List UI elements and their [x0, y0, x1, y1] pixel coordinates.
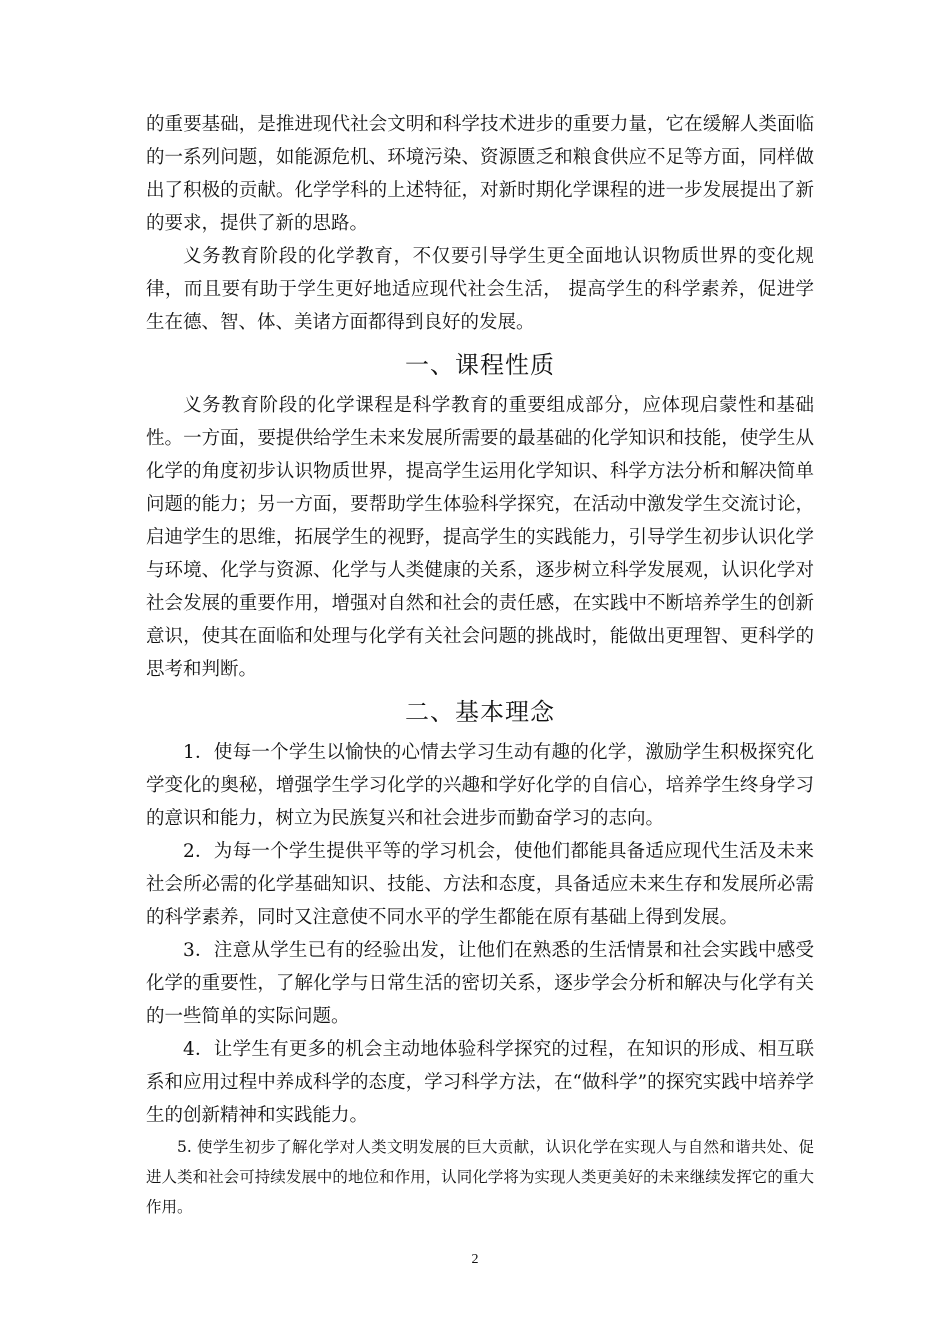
- page-number: 2: [471, 1252, 479, 1267]
- section-heading-basic-concepts: 二、基本理念: [405, 698, 555, 726]
- concept-item-2: 2．为每一个学生提供平等的学习机会，使他们都能具备适应现代生活及未来社会所必需的化学基础知识、技能、方法和态度，具备适应未来生存和发展所必需的科学素养，同时又注意使不同水平的学生都能在原有基础上得到发展。: [146, 841, 814, 928]
- intro-paragraph-1: 的重要基础，是推进现代社会文明和科学技术进步的重要力量，它在缓解人类面临的一系列问题，如能源危机、环境污染、资源匮乏和粮食供应不足等方面，同样做出了积极的贡献。化学学科的上述特征，对新时期化学课程的进一步发展提出了新的要求，提供了新的思路。: [146, 114, 814, 234]
- concept-item-5: 5. 使学生初步了解化学对人类文明发展的巨大贡献，认识化学在实现人与自然和谐共处、促进人类和社会可持续发展中的地位和作用，认同化学将为实现人类更美好的未来继续发挥它的重大作用。: [146, 1138, 814, 1216]
- concept-item-3: 3．注意从学生已有的经验出发，让他们在熟悉的生活情景和社会实践中感受化学的重要性，了解化学与日常生活的密切关系，逐步学会分析和解决与化学有关的一些简单的实际问题。: [146, 940, 814, 1027]
- concept-item-4: 4．让学生有更多的机会主动地体验科学探究的过程，在知识的形成、相互联系和应用过程中养成科学的态度，学习科学方法，在“做科学”的探究实践中培养学生的创新精神和实践能力。: [146, 1039, 814, 1126]
- course-nature-paragraph: 义务教育阶段的化学课程是科学教育的重要组成部分，应体现启蒙性和基础性。一方面，要提供给学生未来发展所需要的最基础的化学知识和技能，使学生从化学的角度初步认识物质世界，提高学生运用化学知识、科学方法分析和解决简单问题的能力；另一方面，要帮助学生体验科学探究，在活动中激发学生交流讨论，启迪学生的思维，拓展学生的视野，提高学生的实践能力，引导学生初步认识化学与环境、化学与资源、化学与人类健康的关系，逐步树立科学发展观，认识化学对社会发展的重要作用，增强对自然和社会的责任感，在实践中不断培养学生的创新意识，使其在面临和处理与化学有关社会问题的挑战时，能做出更理智、更科学的思考和判断。: [146, 395, 814, 680]
- page-body: [146, 108, 814, 1222]
- concept-item-1: 1．使每一个学生以愉快的心情去学习生动有趣的化学，激励学生积极探究化学变化的奥秘，增强学生学习化学的兴趣和学好化学的自信心，培养学生终身学习的意识和能力，树立为民族复兴和社会进步而勤奋学习的志向。: [146, 742, 814, 829]
- intro-paragraph-2: 义务教育阶段的化学教育，不仅要引导学生更全面地认识物质世界的变化规律，而且要有助于学生更好地适应现代社会生活， 提高学生的科学素养，促进学生在德、智、体、美诸方面都得到良好的发展。: [146, 246, 814, 333]
- section-heading-course-nature: 一、课程性质: [405, 351, 555, 379]
